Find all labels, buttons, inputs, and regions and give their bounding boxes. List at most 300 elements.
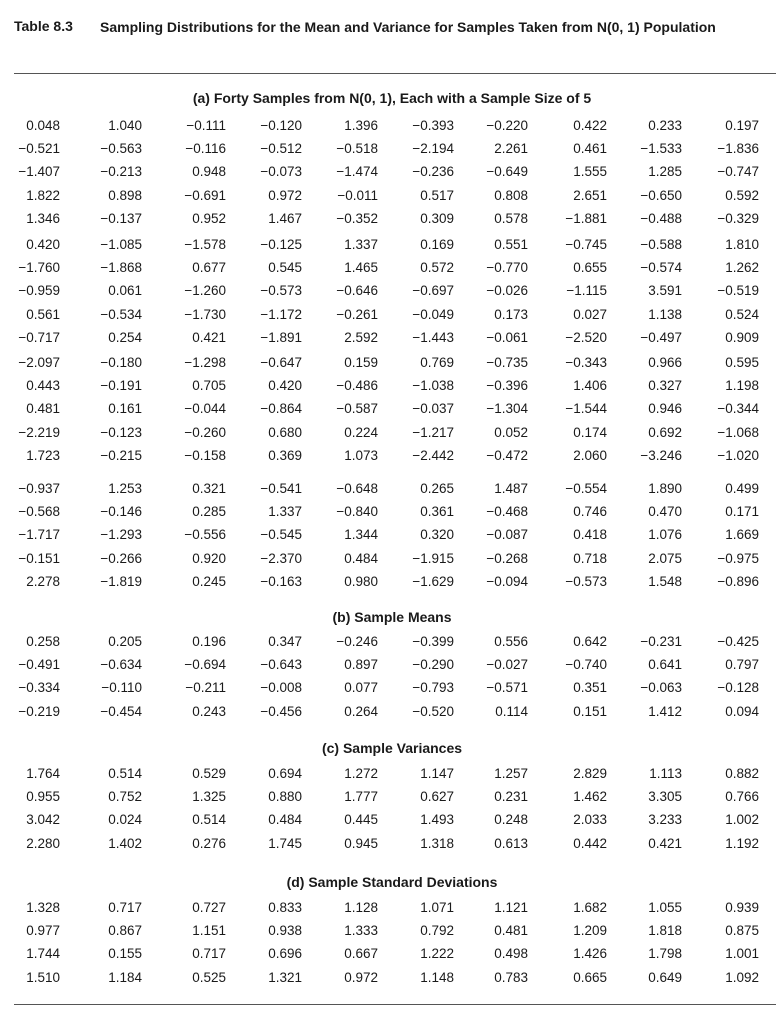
table-cell: 1.462 <box>573 789 607 805</box>
table-cell: −1.868 <box>100 260 142 276</box>
table-cell: 1.147 <box>420 766 454 781</box>
table-cell: −0.740 <box>565 657 607 673</box>
table-cell: 0.808 <box>494 187 528 203</box>
table-cell: −0.486 <box>336 378 378 394</box>
table-cell: 0.920 <box>192 550 226 566</box>
table-cell: 0.285 <box>192 504 226 520</box>
table-cell: −0.116 <box>185 141 226 157</box>
table-cell: 0.980 <box>344 573 378 589</box>
table-cell: −0.044 <box>184 401 226 417</box>
table-cell: −0.343 <box>565 355 607 370</box>
table-cell: −1.260 <box>184 283 226 299</box>
table-cell: 0.677 <box>192 260 226 276</box>
table-cell: 0.243 <box>192 703 226 719</box>
table-row <box>0 164 784 184</box>
table-cell: 1.777 <box>344 789 378 805</box>
table-cell: −1.891 <box>260 329 302 345</box>
table-cell: −0.215 <box>100 447 142 463</box>
table-cell: 0.052 <box>494 424 528 440</box>
table-cell: 1.555 <box>573 164 607 180</box>
table-cell: 0.231 <box>494 789 528 805</box>
table-cell: −1.407 <box>18 164 60 180</box>
table-row <box>0 378 784 398</box>
table-cell: −1.881 <box>565 210 607 226</box>
table-cell: −1.443 <box>412 329 454 345</box>
table-cell: −0.146 <box>100 504 142 520</box>
table-cell: −0.747 <box>717 164 759 180</box>
table-cell: 3.042 <box>26 812 60 828</box>
table-cell: 0.525 <box>192 969 226 985</box>
table-cell: 0.169 <box>420 237 454 252</box>
table-cell: 2.261 <box>494 141 528 157</box>
table-cell: 0.898 <box>108 187 142 203</box>
table-cell: −0.864 <box>260 401 302 417</box>
table-cell: 2.278 <box>26 573 60 589</box>
table-cell: 0.514 <box>108 766 142 781</box>
table-cell: −0.521 <box>18 141 60 157</box>
table-row <box>0 481 784 501</box>
table-cell: −0.008 <box>260 680 302 696</box>
table-cell: −0.697 <box>412 283 454 299</box>
table-cell: −0.026 <box>486 283 528 299</box>
table-cell: 0.077 <box>344 680 378 696</box>
table-cell: −1.298 <box>184 355 226 370</box>
table-cell: 1.744 <box>26 946 60 962</box>
table-cell: −0.937 <box>18 481 60 496</box>
table-cell: 1.745 <box>268 835 302 851</box>
table-cell: 0.880 <box>268 789 302 805</box>
table-cell: 0.766 <box>725 789 759 805</box>
table-cell: 0.948 <box>192 164 226 180</box>
table-row <box>0 900 784 920</box>
table-cell: 0.369 <box>268 447 302 463</box>
table-cell: −0.534 <box>100 306 142 322</box>
table-cell: 0.945 <box>344 835 378 851</box>
table-row <box>0 923 784 943</box>
table-cell: 1.198 <box>725 378 759 394</box>
table-cell: −0.643 <box>260 657 302 673</box>
table-cell: 1.810 <box>725 237 759 252</box>
table-cell: 0.867 <box>108 923 142 939</box>
table-cell: −0.260 <box>184 424 226 440</box>
table-cell: 0.718 <box>573 550 607 566</box>
table-cell: −1.068 <box>717 424 759 440</box>
table-cell: −0.650 <box>640 187 682 203</box>
table-cell: 1.184 <box>108 969 142 985</box>
table-cell: −0.518 <box>336 141 378 157</box>
section-title-b: (b) Sample Means <box>332 609 452 625</box>
table-cell: 0.551 <box>494 237 528 252</box>
table-cell: −0.573 <box>565 573 607 589</box>
table-cell: 0.946 <box>648 401 682 417</box>
table-cell: 1.071 <box>420 900 454 915</box>
table-cell: −0.519 <box>717 283 759 299</box>
table-cell: −0.063 <box>640 680 682 696</box>
section-title-d: (d) Sample Standard Deviations <box>286 874 498 890</box>
table-cell: 0.746 <box>573 504 607 520</box>
table-cell: 0.572 <box>420 260 454 276</box>
table-cell: 1.548 <box>648 573 682 589</box>
table-cell: 0.481 <box>26 401 60 417</box>
table-cell: −1.217 <box>412 424 454 440</box>
table-cell: 0.171 <box>725 504 759 520</box>
table-cell: 0.972 <box>268 187 302 203</box>
table-cell: 0.592 <box>725 187 759 203</box>
table-cell: −0.266 <box>100 550 142 566</box>
table-cell: −0.634 <box>100 657 142 673</box>
table-cell: −0.563 <box>100 141 142 157</box>
table-cell: 2.033 <box>573 812 607 828</box>
table-cell: 1.318 <box>420 835 454 851</box>
table-cell: 1.465 <box>344 260 378 276</box>
table-cell: 0.792 <box>420 923 454 939</box>
table-cell: −0.896 <box>717 573 759 589</box>
table-cell: −0.049 <box>412 306 454 322</box>
table-cell: 0.769 <box>420 355 454 370</box>
table-cell: 0.972 <box>344 969 378 985</box>
table-cell: −0.125 <box>260 237 302 252</box>
table-cell: 1.402 <box>108 835 142 851</box>
table-cell: −2.097 <box>18 355 60 370</box>
table-cell: −0.554 <box>565 481 607 496</box>
table-cell: 0.833 <box>268 900 302 915</box>
table-cell: 1.222 <box>420 946 454 962</box>
table-cell: 0.265 <box>420 481 454 496</box>
table-cell: −0.735 <box>486 355 528 370</box>
table-cell: 0.727 <box>192 900 226 915</box>
table-cell: −0.717 <box>18 329 60 345</box>
table-cell: 0.694 <box>268 766 302 781</box>
table-cell: −0.128 <box>717 680 759 696</box>
table-row <box>0 141 784 161</box>
table-cell: 0.048 <box>26 118 60 133</box>
table-cell: −0.959 <box>18 283 60 299</box>
table-cell: 1.510 <box>26 969 60 985</box>
table-cell: 0.561 <box>26 306 60 322</box>
table-cell: −0.588 <box>640 237 682 252</box>
table-row <box>0 574 784 594</box>
table-title: Sampling Distributions for the Mean and Variance for Samples Taken from N(0, 1) Population <box>100 19 716 35</box>
table-row <box>0 237 784 257</box>
bottom-rule <box>14 1004 776 1005</box>
table-cell: −0.587 <box>336 401 378 417</box>
section-title-c: (c) Sample Variances <box>321 740 463 756</box>
table-row <box>0 118 784 138</box>
table-cell: −0.219 <box>18 703 60 719</box>
table-cell: −0.649 <box>486 164 528 180</box>
table-cell: −2.370 <box>260 550 302 566</box>
table-cell: 0.061 <box>108 283 142 299</box>
table-cell: 0.421 <box>648 835 682 851</box>
table-cell: 0.481 <box>494 923 528 939</box>
table-cell: 0.717 <box>192 946 226 962</box>
table-cell: 1.138 <box>648 306 682 322</box>
table-cell: 2.592 <box>344 329 378 345</box>
table-cell: 0.094 <box>725 703 759 719</box>
table-cell: 0.114 <box>495 703 528 719</box>
table-cell: 0.470 <box>648 504 682 520</box>
table-row <box>0 504 784 524</box>
table-cell: 0.692 <box>648 424 682 440</box>
table-cell: 0.205 <box>108 634 142 649</box>
table-cell: 1.257 <box>494 766 528 781</box>
table-cell: 0.151 <box>573 703 607 719</box>
table-cell: −0.770 <box>486 260 528 276</box>
table-cell: −0.213 <box>100 164 142 180</box>
table-cell: 1.682 <box>573 900 607 915</box>
table-cell: 1.328 <box>26 900 60 915</box>
table-cell: 1.121 <box>494 900 528 915</box>
table-row <box>0 330 784 350</box>
table-cell: 0.649 <box>648 969 682 985</box>
table-cell: 0.955 <box>26 789 60 805</box>
table-cell: −0.573 <box>260 283 302 299</box>
table-cell: 1.346 <box>26 210 60 226</box>
table-cell: 0.783 <box>494 969 528 985</box>
table-cell: 1.040 <box>108 118 142 133</box>
table-cell: 0.309 <box>420 210 454 226</box>
table-cell: −1.085 <box>100 237 142 252</box>
table-cell: 0.174 <box>573 424 607 440</box>
table-cell: 1.723 <box>26 447 60 463</box>
table-cell: −1.020 <box>717 447 759 463</box>
table-cell: 0.667 <box>344 946 378 962</box>
table-cell: 1.128 <box>344 900 378 915</box>
table-cell: 0.484 <box>344 550 378 566</box>
table-cell: −0.231 <box>640 634 682 649</box>
table-cell: 1.426 <box>573 946 607 962</box>
table-cell: 1.262 <box>725 260 759 276</box>
table-cell: 0.909 <box>725 329 759 345</box>
table-cell: 1.285 <box>648 164 682 180</box>
table-cell: 0.655 <box>573 260 607 276</box>
table-cell: 0.320 <box>420 527 454 543</box>
table-cell: 0.642 <box>573 634 607 649</box>
table-cell: −0.061 <box>486 329 528 345</box>
table-cell: 0.875 <box>725 923 759 939</box>
table-cell: −1.819 <box>100 573 142 589</box>
table-cell: 0.024 <box>108 812 142 828</box>
table-row <box>0 401 784 421</box>
table-cell: −1.474 <box>336 164 378 180</box>
table-cell: 0.545 <box>268 260 302 276</box>
table-cell: 0.524 <box>725 306 759 322</box>
table-cell: −1.915 <box>412 550 454 566</box>
table-cell: 1.321 <box>268 969 302 985</box>
table-cell: 0.641 <box>648 657 682 673</box>
table-row <box>0 704 784 724</box>
table-cell: 1.344 <box>344 527 378 543</box>
table-cell: 1.406 <box>573 378 607 394</box>
table-cell: 3.591 <box>648 283 682 299</box>
table-cell: −0.472 <box>486 447 528 463</box>
table-cell: 1.467 <box>268 210 302 226</box>
table-cell: −0.027 <box>486 657 528 673</box>
table-cell: 0.197 <box>725 118 759 133</box>
table-cell: 2.280 <box>26 835 60 851</box>
table-cell: 0.627 <box>420 789 454 805</box>
table-cell: −0.571 <box>486 680 528 696</box>
table-cell: −0.094 <box>486 573 528 589</box>
table-cell: 0.499 <box>725 481 759 496</box>
table-cell: −0.520 <box>412 703 454 719</box>
table-cell: −0.975 <box>717 550 759 566</box>
table-cell: −0.556 <box>184 527 226 543</box>
table-cell: 1.818 <box>648 923 682 939</box>
table-row <box>0 836 784 856</box>
table-cell: 0.422 <box>573 118 607 133</box>
table-cell: −1.293 <box>100 527 142 543</box>
table-cell: 1.333 <box>344 923 378 939</box>
table-row <box>0 425 784 445</box>
table-cell: 0.752 <box>108 789 142 805</box>
table-cell: −0.158 <box>184 447 226 463</box>
table-cell: −1.760 <box>18 260 60 276</box>
table-cell: −0.037 <box>412 401 454 417</box>
table-cell: 1.151 <box>192 923 226 939</box>
table-cell: 0.952 <box>192 210 226 226</box>
table-cell: −0.491 <box>18 657 60 673</box>
table-cell: 1.493 <box>420 812 454 828</box>
table-cell: 0.420 <box>268 378 302 394</box>
table-cell: −0.793 <box>412 680 454 696</box>
table-cell: 0.258 <box>26 634 60 649</box>
table-cell: −0.261 <box>336 306 378 322</box>
table-cell: 1.272 <box>344 766 378 781</box>
table-row <box>0 551 784 571</box>
table-cell: 1.192 <box>725 835 759 851</box>
table-cell: −0.647 <box>260 355 302 370</box>
table-cell: −0.545 <box>260 527 302 543</box>
top-rule <box>14 73 776 74</box>
table-cell: 0.159 <box>344 355 378 370</box>
table-cell: 2.829 <box>573 766 607 781</box>
table-cell: −1.038 <box>412 378 454 394</box>
table-row <box>0 946 784 966</box>
table-cell: 1.890 <box>648 481 682 496</box>
table-cell: 0.254 <box>108 329 142 345</box>
table-cell: −0.745 <box>565 237 607 252</box>
table-cell: 0.224 <box>344 424 378 440</box>
table-row <box>0 355 784 375</box>
table-cell: 1.822 <box>26 187 60 203</box>
table-label: Table 8.3 <box>14 18 73 34</box>
table-cell: −1.717 <box>18 527 60 543</box>
table-cell: −0.137 <box>100 210 142 226</box>
table-row <box>0 634 784 654</box>
table-cell: 0.327 <box>648 378 682 394</box>
table-cell: 0.445 <box>344 812 378 828</box>
table-cell: 2.651 <box>573 187 607 203</box>
table-cell: −2.194 <box>412 141 454 157</box>
table-cell: 2.075 <box>648 550 682 566</box>
table-cell: −0.073 <box>260 164 302 180</box>
table-cell: −1.533 <box>640 141 682 157</box>
table-cell: 0.248 <box>494 812 528 828</box>
table-cell: 0.578 <box>494 210 528 226</box>
table-cell: −0.648 <box>336 481 378 496</box>
table-cell: 0.173 <box>494 306 528 322</box>
table-cell: −1.304 <box>486 401 528 417</box>
table-row <box>0 812 784 832</box>
table-cell: 0.461 <box>573 141 607 157</box>
table-cell: 0.977 <box>26 923 60 939</box>
table-cell: −0.344 <box>717 401 759 417</box>
table-cell: 2.060 <box>573 447 607 463</box>
table-cell: 0.233 <box>648 118 682 133</box>
table-cell: 0.245 <box>192 573 226 589</box>
table-cell: 0.938 <box>268 923 302 939</box>
table-cell: −1.836 <box>717 141 759 157</box>
table-cell: −0.454 <box>100 703 142 719</box>
table-cell: −0.574 <box>640 260 682 276</box>
table-cell: 0.196 <box>192 634 226 649</box>
table-cell: −0.236 <box>412 164 454 180</box>
table-cell: 1.337 <box>344 237 378 252</box>
table-cell: 0.443 <box>26 378 60 394</box>
table-row <box>0 307 784 327</box>
table-row <box>0 211 784 231</box>
table-cell: 0.696 <box>268 946 302 962</box>
table-cell: −2.219 <box>18 424 60 440</box>
table-cell: 0.514 <box>192 812 226 828</box>
table-cell: 0.155 <box>108 946 142 962</box>
table-cell: −0.180 <box>100 355 142 370</box>
table-cell: −0.329 <box>717 210 759 226</box>
table-cell: 3.233 <box>648 812 682 828</box>
table-cell: −0.220 <box>486 118 528 133</box>
table-cell: −1.115 <box>566 283 607 299</box>
table-cell: 1.337 <box>268 504 302 520</box>
table-cell: 1.764 <box>26 766 60 781</box>
table-row <box>0 789 784 809</box>
table-cell: −0.352 <box>336 210 378 226</box>
table-cell: 0.347 <box>268 634 302 649</box>
table-cell: −0.334 <box>18 680 60 696</box>
table-cell: 0.027 <box>573 306 607 322</box>
table-cell: −0.840 <box>336 504 378 520</box>
table-cell: 1.148 <box>420 969 454 985</box>
table-cell: 1.209 <box>573 923 607 939</box>
table-cell: −0.468 <box>486 504 528 520</box>
table-cell: −0.456 <box>260 703 302 719</box>
table-cell: 0.351 <box>573 680 607 696</box>
table-cell: 0.484 <box>268 812 302 828</box>
table-cell: 1.487 <box>494 481 528 496</box>
table-cell: 0.276 <box>192 835 226 851</box>
table-cell: −0.694 <box>184 657 226 673</box>
table-cell: −0.151 <box>18 550 60 566</box>
table-cell: −0.120 <box>260 118 302 133</box>
table-cell: −0.497 <box>640 329 682 345</box>
table-row <box>0 657 784 677</box>
section-title-a: (a) Forty Samples from N(0, 1), Each with a Sample Size of 5 <box>192 90 592 106</box>
table-cell: 0.595 <box>725 355 759 370</box>
table-cell: 1.073 <box>344 447 378 463</box>
table-cell: 0.665 <box>573 969 607 985</box>
table-cell: 0.897 <box>344 657 378 673</box>
table-cell: −0.399 <box>412 634 454 649</box>
table-cell: 1.001 <box>725 946 759 962</box>
table-cell: 0.418 <box>573 527 607 543</box>
table-cell: −0.123 <box>100 424 142 440</box>
table-cell: 0.421 <box>192 329 226 345</box>
table-cell: 0.420 <box>26 237 60 252</box>
table-row <box>0 188 784 208</box>
table-cell: −1.578 <box>184 237 226 252</box>
table-cell: −0.646 <box>336 283 378 299</box>
table-cell: −0.211 <box>185 680 226 696</box>
